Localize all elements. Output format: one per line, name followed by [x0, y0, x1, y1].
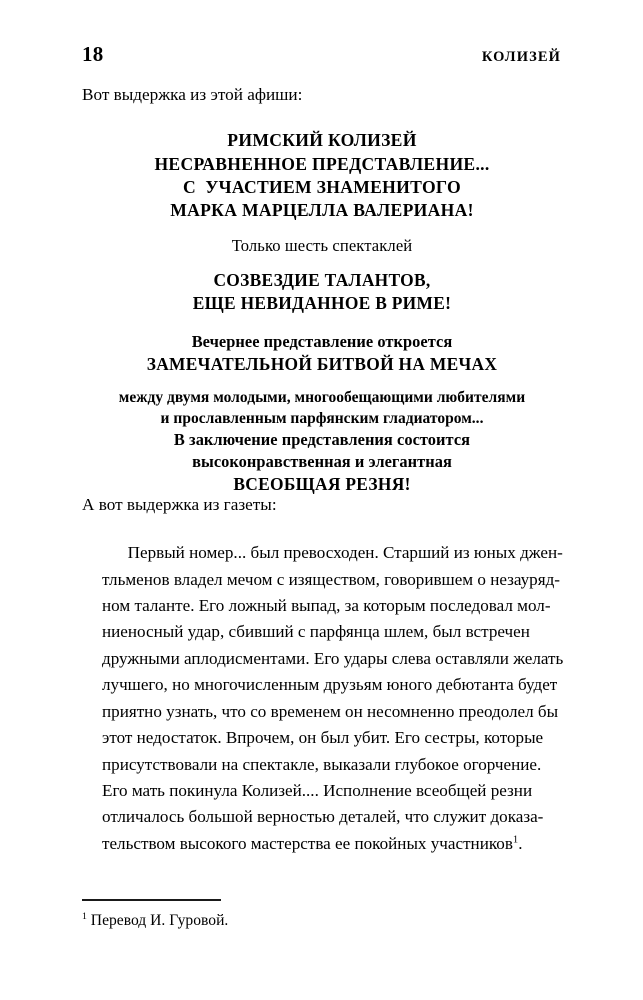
quote-line: дружными аплодисментами. Его удары слева оставляли желать: [102, 648, 564, 668]
quote-line: ниеносный удар, сбивший с парфянца шлем, был встречен: [102, 622, 530, 642]
playbill-line: высоконравственная и элегантная: [192, 452, 452, 472]
intro-sentence: Вот выдержка из этой афиши:: [82, 85, 303, 104]
playbill-spacer: [82, 376, 562, 388]
footnote-text: [82, 912, 562, 931]
playbill-line: между двумя молодыми, многообещающими любителями: [118, 389, 526, 407]
page-content: [82, 86, 562, 857]
playbill-line: и прославленным парфянским гладиатором...: [160, 409, 484, 427]
footnote-reference-marker[interactable]: 1: [512, 834, 519, 846]
footnote-separator-rule: [82, 899, 221, 901]
quote-line: этот недостаток. Впрочем, он был убит. Его сестры, которые: [102, 728, 544, 748]
playbill-line: С УЧАСТИЕМ ЗНАМЕНИТОГО: [183, 176, 461, 197]
playbill-line: Вечернее представление откроется: [191, 332, 453, 352]
quote-line: Его мать покинула Колизей.... Исполнение всеобщей резни: [102, 780, 533, 800]
page-number: 18: [82, 42, 104, 66]
playbill-spacer: [82, 257, 562, 269]
playbill-line: ВСЕОБЩАЯ РЕЗНЯ!: [233, 473, 411, 494]
playbill-line: ЕЩЕ НЕВИДАННОЕ В РИМЕ!: [192, 292, 452, 313]
quote-line-text: тельством высокого мастерства ее покойных участников: [102, 833, 513, 853]
playbill-line: СОЗВЕЗДИЕ ТАЛАНТОВ,: [213, 269, 431, 290]
quote-line: ном таланте. Его ложный выпад, за которым последовал мол-: [102, 596, 551, 616]
playbill-spacer: [82, 315, 562, 331]
playbill-line: МАРКА МАРЦЕЛЛА ВАЛЕРИАНА!: [170, 200, 474, 221]
running-head-title: КОЛИЗЕЙ: [481, 49, 561, 65]
quote-line: присутствовали на спектакле, выказали глубокое огорчение.: [102, 754, 542, 774]
quote-line: лучшего, но многочисленным друзьям юного дебютанта будет: [102, 675, 558, 695]
playbill-block: [82, 129, 562, 496]
playbill-line: РИМСКИЙ КОЛИЗЕЙ: [227, 130, 417, 151]
quote-line: Первый номер... был превосходен. Старший из юных джен-: [102, 543, 563, 563]
footnote-marker: 1: [82, 910, 87, 922]
newspaper-quote-paragraph: [102, 540, 562, 857]
quote-line: приятно узнать, что со временем он несомненно преодолел бы: [102, 701, 559, 721]
playbill-spacer: [82, 223, 562, 235]
quote-line-tail: .: [518, 833, 523, 853]
playbill-line: В заключение представления состоится: [173, 430, 471, 450]
footnote-body: Перевод И. Гуровой.: [86, 911, 229, 929]
quote-line: отличалось большой верностью деталей, что служит доказа-: [102, 807, 544, 827]
running-header: [82, 44, 561, 68]
playbill-line: ЗАМЕЧАТЕЛЬНОЙ БИТВОЙ НА МЕЧАХ: [146, 353, 498, 374]
playbill-line: НЕСРАВНЕННОЕ ПРЕДСТАВЛЕНИЕ...: [154, 153, 490, 174]
quote-line: [102, 831, 562, 857]
intro-sentence-2: А вот выдержка из газеты:: [82, 495, 277, 515]
footnote-area: [82, 899, 562, 930]
quote-line: тльменов владел мечом с изяществом, говорившем о незауряд-: [102, 569, 560, 589]
playbill-line: Только шесть спектаклей: [231, 235, 413, 255]
